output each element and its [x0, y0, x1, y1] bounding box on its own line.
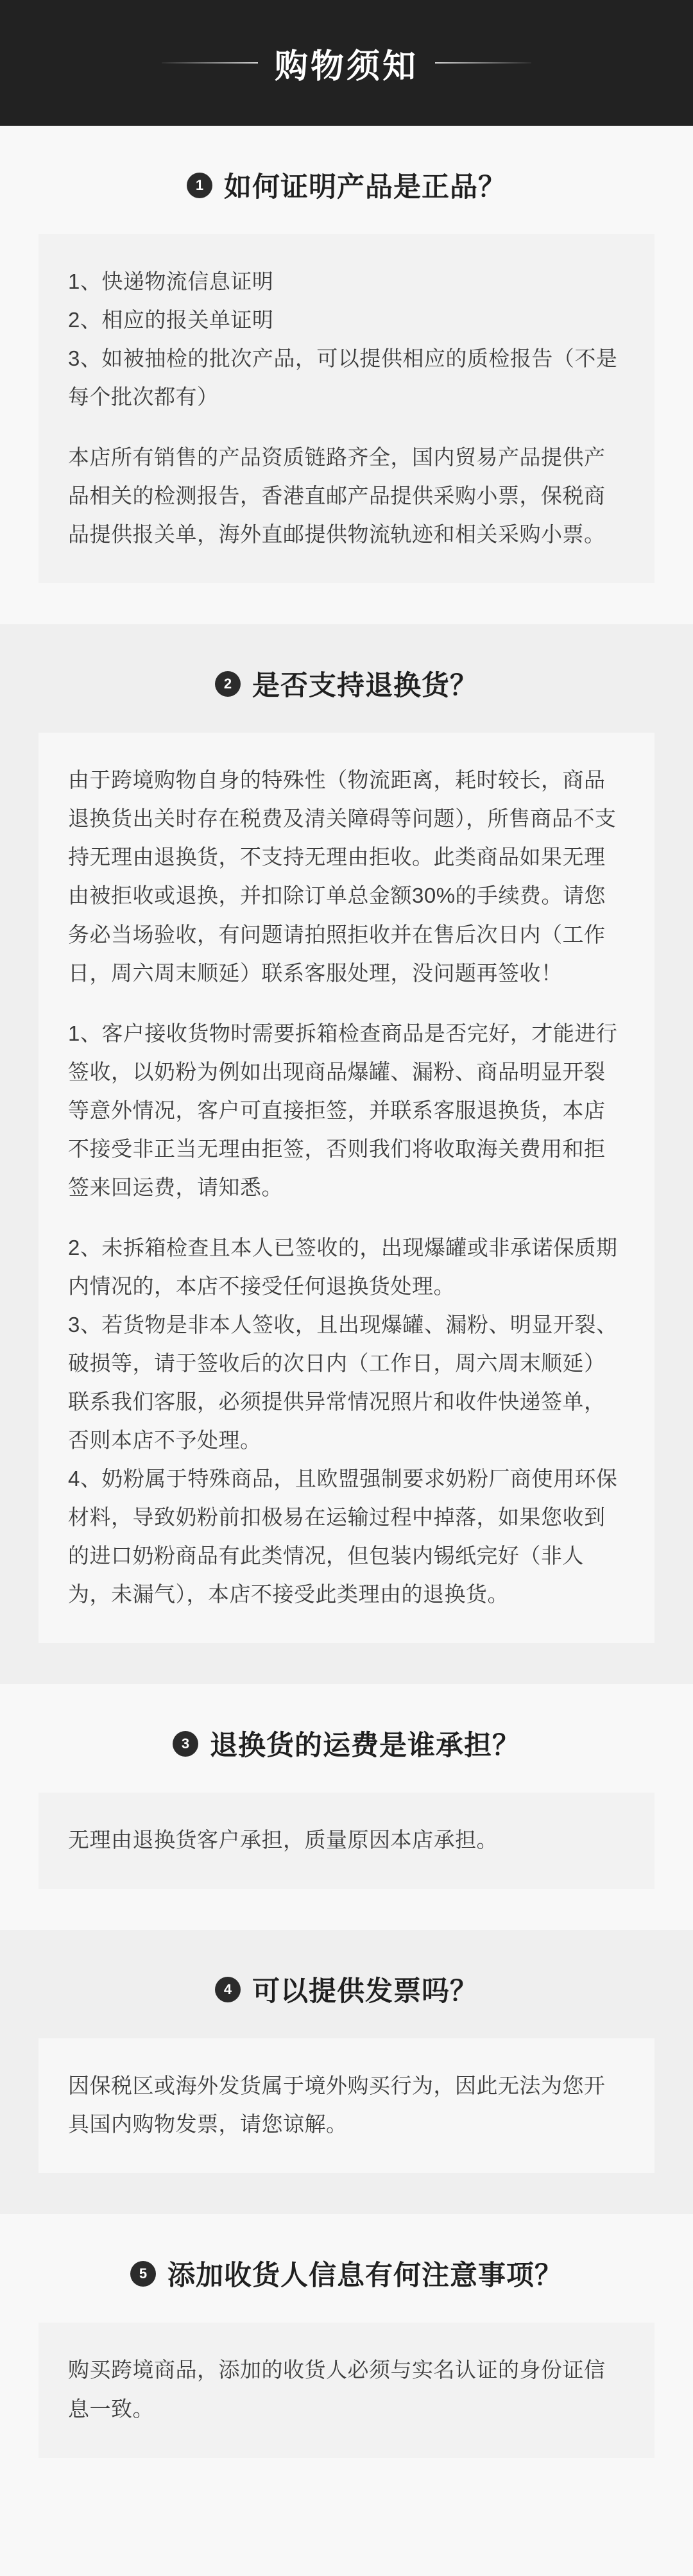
faq-heading-3 [0, 1724, 693, 1763]
faq-2-paragraph-1: 由于跨境购物自身的特殊性（物流距离，耗时较长，商品退换货出关时存在税费及清关障碍等问题），所售商品不支持无理由退换货，不支持无理由拒收。此类商品如果无理由被拒收或退换，并扣除订单总金额30%的手续费。请您务必当场验收，有问题请拍照拒收并在售后次日内（工作日，周六周末顺延）联系客服处理，没问题再签收！ [68, 768, 617, 985]
faq-heading-4 [0, 1970, 693, 2009]
faq-section-3 [0, 1684, 693, 1930]
faq-3-paragraph-1: 无理由退换货客户承担，质量原因本店承担。 [68, 1828, 498, 1852]
faq-number-badge-1: 1 [187, 173, 212, 198]
page-header-inner [162, 39, 531, 87]
divider-left-icon [162, 62, 258, 64]
faq-number-badge-5: 5 [130, 2261, 156, 2287]
faq-2-paragraph-2: 1、客户接收货物时需要拆箱检查商品是否完好，才能进行签收，以奶粉为例如出现商品爆罐、漏粉、商品明显开裂等意外情况，客户可直接拒签，并联系客服退换货，本店不接受非正当无理由拒签，否则我们将收取海关费用和拒签来回运费，请知悉。 [68, 1021, 618, 1199]
faq-title-5: 添加收货人信息有何注意事项？ [167, 2260, 563, 2292]
faq-heading-2 [0, 664, 693, 703]
faq-1-paragraph-4: 本店所有销售的产品资质链路齐全，国内贸易产品提供产品相关的检测报告，香港直邮产品提供采购小票，保税商品提供报关单，海外直邮提供物流轨迹和相关采购小票。 [68, 445, 606, 547]
faq-heading-1 [0, 166, 693, 205]
faq-2-paragraph-4: 3、若货物是非本人签收，且出现爆罐、漏粉、明显开裂、破损等，请于签收后的次日内（工作日，周六周末顺延）联系我们客服，必须提供异常情况照片和收件快递签单，否则本店不予处理。 [68, 1312, 618, 1453]
faq-1-line-1: 1、快递物流信息证明 [68, 269, 274, 293]
faq-1-line-3: 3、如被抽检的批次产品，可以提供相应的质检报告（不是每个批次都有） [68, 346, 618, 409]
page-bottom-spacer [0, 2499, 693, 2576]
faq-2-paragraph-3: 2、未拆箱检查且本人已签收的，出现爆罐或非承诺保质期内情况的，本店不接受任何退换货处理。 [68, 1235, 618, 1298]
faq-number-badge-2: 2 [215, 671, 241, 697]
faq-body-4 [38, 2038, 654, 2173]
faq-body-1 [38, 234, 654, 583]
faq-body-5 [38, 2323, 654, 2457]
page-header [0, 0, 693, 126]
faq-section-1 [0, 126, 693, 624]
faq-heading-5 [0, 2254, 693, 2293]
faq-1-line-2: 2、相应的报关单证明 [68, 308, 274, 332]
faq-body-3 [38, 1793, 654, 1889]
faq-body-2 [38, 733, 654, 1643]
faq-title-4: 可以提供发票吗？ [252, 1976, 478, 2008]
faq-section-4 [0, 1930, 693, 2214]
faq-title-2: 是否支持退换货？ [252, 670, 478, 702]
faq-number-badge-3: 3 [173, 1731, 198, 1757]
faq-2-paragraph-5: 4、奶粉属于特殊商品，且欧盟强制要求奶粉厂商使用环保材料，导致奶粉前扣极易在运输过程中掉落，如果您收到的进口奶粉商品有此类情况，但包装内锡纸完好（非人为，未漏气），本店不接受此类理由的退换货。 [68, 1467, 618, 1607]
faq-title-1: 如何证明产品是正品？ [224, 172, 506, 203]
faq-5-paragraph-1: 购买跨境商品，添加的收货人必须与实名认证的身份证信息一致。 [68, 2358, 606, 2421]
faq-number-badge-4: 4 [215, 1977, 241, 2002]
divider-right-icon [435, 62, 531, 64]
faq-section-2 [0, 624, 693, 1684]
faq-title-3: 退换货的运费是谁承担？ [210, 1730, 520, 1762]
faq-section-5 [0, 2214, 693, 2498]
page-title: 购物须知 [274, 47, 418, 85]
faq-4-paragraph-1: 因保税区或海外发货属于境外购买行为，因此无法为您开具国内购物发票，请您谅解。 [68, 2074, 606, 2137]
